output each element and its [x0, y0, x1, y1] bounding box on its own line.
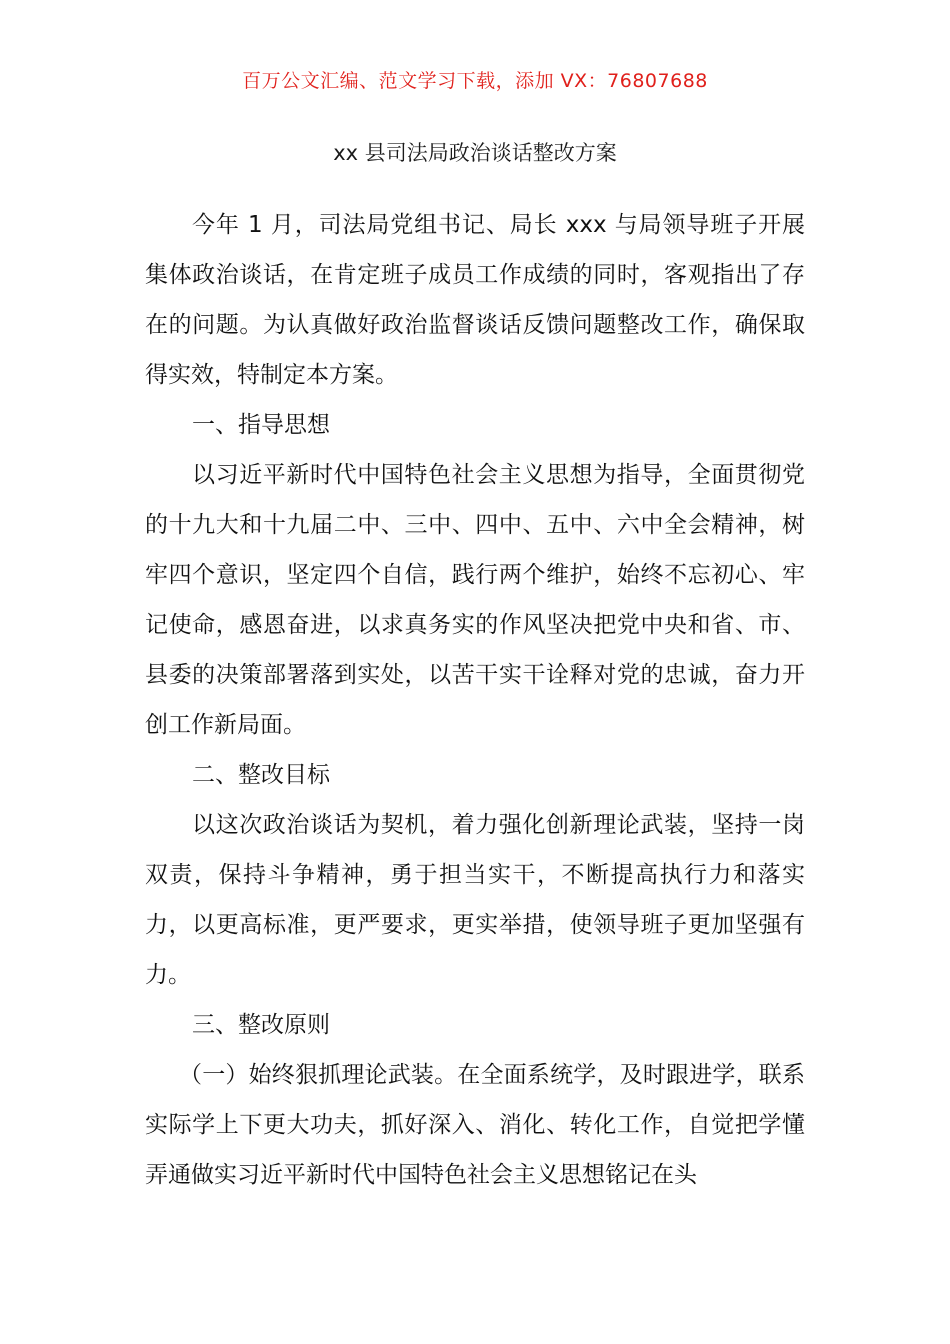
- document-title: xx 县司法局政治谈话整改方案: [333, 141, 617, 165]
- guiding-thought-paragraph: 以习近平新时代中国特色社会主义思想为指导，全面贯彻党的十九大和十九届二中、三中、四中、五中、六中全会精神，树牢四个意识，坚定四个自信，践行两个维护，始终不忘初心、牢记使命，感恩奋进，以求真务实的作风坚决把党中央和省、市、县委的决策部署落到实处，以苦干实干诠释对党的忠诚，奋力开创工作新局面。: [145, 462, 805, 738]
- intro-paragraph: 今年 1 月，司法局党组书记、局长 xxx 与局领导班子开展集体政治谈话，在肯定班子成员工作成绩的同时，客观指出了存在的问题。为认真做好政治监督谈话反馈问题整改工作，确保取得实效，特制定本方案。: [145, 212, 805, 388]
- goals-paragraph: 以这次政治谈话为契机，着力强化创新理论武装，坚持一岗双责，保持斗争精神，勇于担当实干，不断提高执行力和落实力，以更高标准，更严要求，更实举措，使领导班子更加坚强有力。: [145, 812, 805, 988]
- principle-one-paragraph: （一）始终狠抓理论武装。在全面系统学，及时跟进学，联系实际学上下更大功夫，抓好深入、消化、转化工作，自觉把学懂弄通做实习近平新时代中国特色社会主义思想铭记在头: [145, 1062, 805, 1188]
- section-heading-guiding-thought: 一、指导思想: [192, 412, 330, 438]
- document-body: [145, 200, 805, 1200]
- section-heading-principles: 三、整改原则: [192, 1012, 330, 1038]
- section-heading-goals: 二、整改目标: [192, 762, 330, 788]
- header-banner: 百万公文汇编、范文学习下载，添加 VX：76807688: [242, 70, 708, 92]
